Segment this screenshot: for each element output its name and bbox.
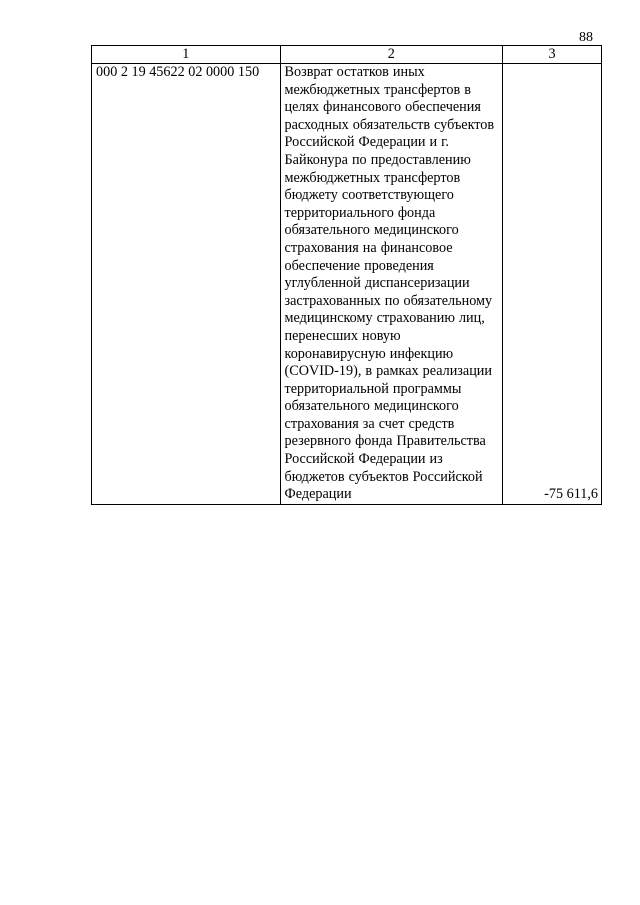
column-header-1: 1 xyxy=(92,46,281,64)
table-header-row xyxy=(92,46,602,64)
page-number: 88 xyxy=(579,30,593,45)
column-header-2: 2 xyxy=(280,46,503,64)
description-cell: Возврат остатков иных межбюджетных трансфертов в целях финансового обеспечения расходных обязательств субъектов Российской Федерации и г. Байконура по предоставлению межбюджетных трансфертов бюджету соответствующего территориального фонда обязательного медицинского страхования на финансовое обеспечение проведения углубленной диспансеризации застрахованных по обязательному медицинскому страхованию лиц, перенесших новую коронавирусную инфекцию (COVID-19), в рамках реализации территориальной программы обязательного медицинского страхования за счет средств резервного фонда Правительства Российской Федерации из бюджетов субъектов Российской Федерации xyxy=(280,64,503,505)
budget-code-cell: 000 2 19 45622 02 0000 150 xyxy=(92,64,281,505)
budget-table xyxy=(91,45,602,505)
amount-cell: -75 611,6 xyxy=(503,64,602,505)
table-row xyxy=(92,64,602,505)
column-header-3: 3 xyxy=(503,46,602,64)
